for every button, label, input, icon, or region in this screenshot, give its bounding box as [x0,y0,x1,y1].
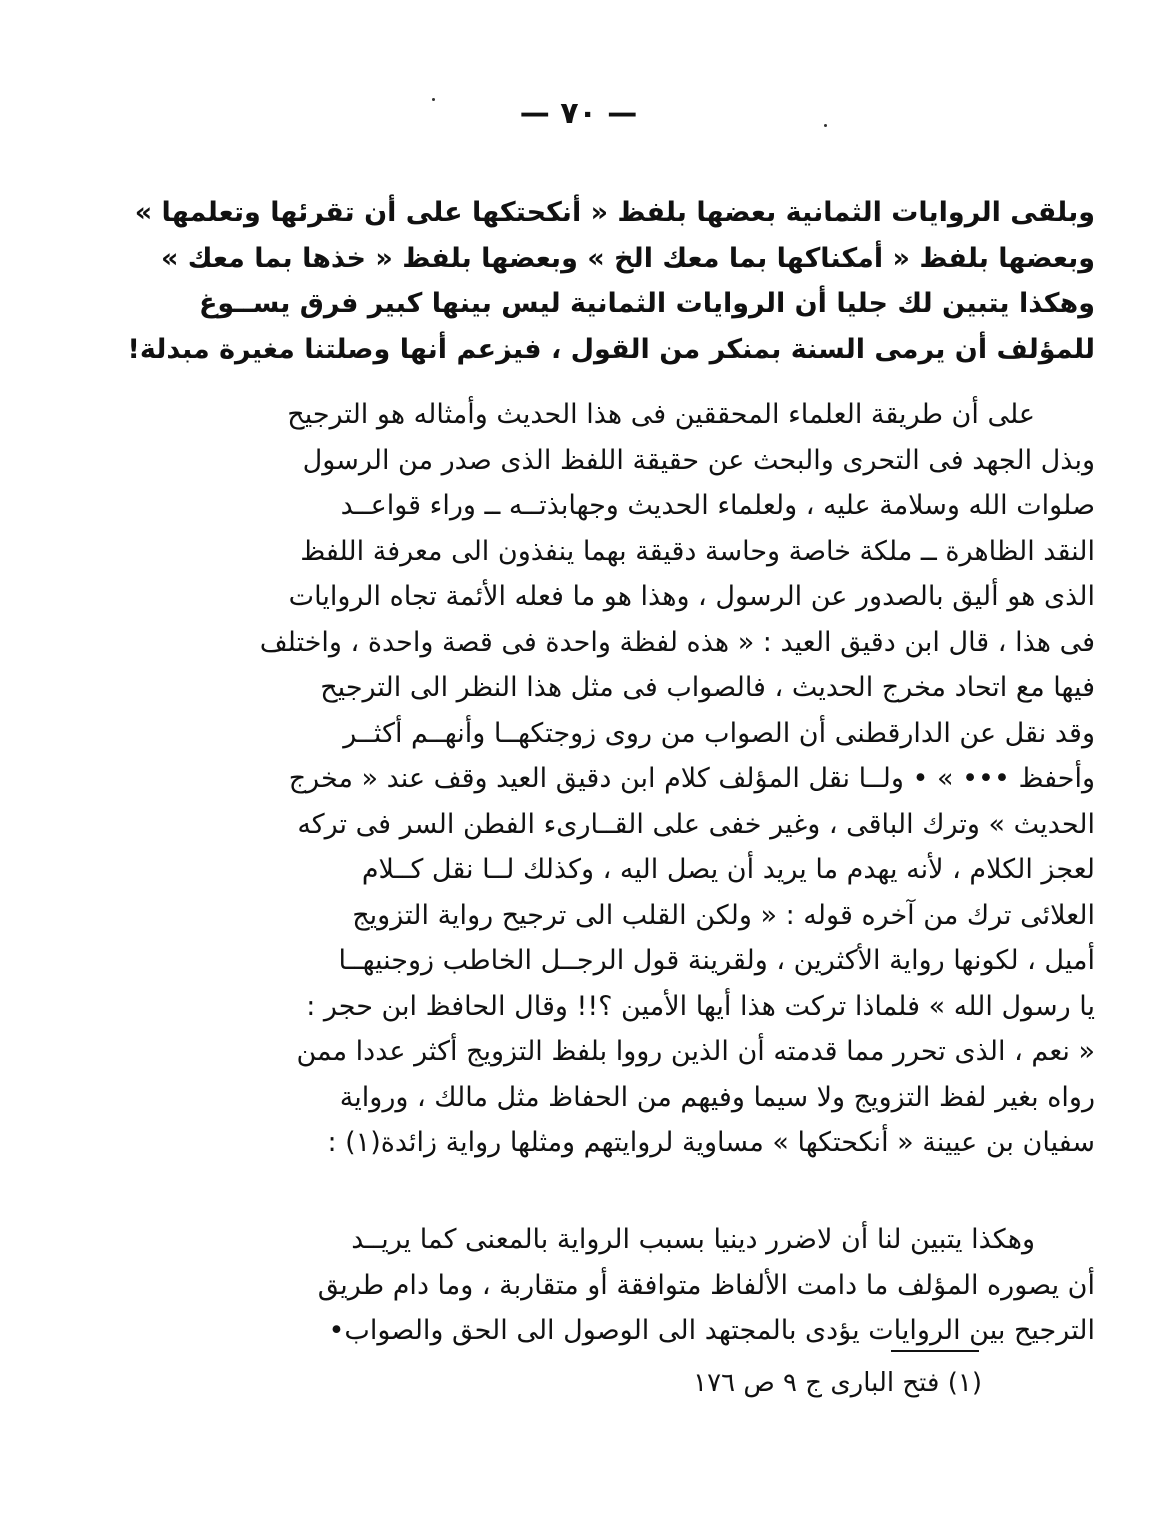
paragraph-1 [85,190,1095,372]
text-line: صلوات الله وسلامة عليه ، ولعلماء الحديث وجهابذتــه ــ وراء قواعــد [340,490,1095,521]
text-line: لعجز الكلام ، لأنه يهدم ما يريد أن يصل اليه ، وكذلك لــا نقل كــلام [361,854,1095,885]
text-line: وقد نقل عن الدارقطنى أن الصواب من روى زوجتكهــا وأنهــم أكثــر [343,717,1095,749]
text-line: سفيان بن عيينة « أنكحتكها » مساوية لروايتهم ومثلها رواية زائدة(١) : [327,1127,1095,1158]
text-line: رواه بغير لفظ التزويج ولا سيما وفيهم من الحفاظ مثل مالك ، ورواية [339,1081,1095,1113]
paragraph-2 [85,392,1095,1166]
text-line: للمؤلف أن يرمى السنة بمنكر من القول ، فيزعم أنها وصلتنا مغيرة مبدلة! [127,333,1095,365]
page-number: — ٧٠ — [519,96,638,131]
text-line: وبعضها بلفظ « أمكناكها بما معك الخ » وبعضها بلفظ « خذها بما معك » [160,242,1095,274]
footnote-divider [891,1350,979,1352]
text-line: أميل ، لكونها رواية الأكثرين ، ولقرينة قول الرجــل الخاطب زوجنيهــا [338,945,1095,976]
text-line: على أن طريقة العلماء المحققين فى هذا الحديث وأمثاله هو الترجيح [287,399,1035,430]
text-line: وبلقى الروايات الثمانية بعضها بلفظ « أنكحتكها على أن تقرئها وتعلمها » [134,197,1095,228]
text-line: الترجيح بين الروايات يؤدى بالمجتهد الى الوصول الى الحق والصواب• [328,1315,1095,1346]
text-line: العلائى ترك من آخره قوله : « ولكن القلب الى ترجيح رواية التزويج [352,899,1095,931]
text-line: فى هذا ، قال ابن دقيق العيد : « هذه لفظة واحدة فى قصة واحدة ، واختلف [259,626,1095,658]
footnote: (١) فتح البارى ج ٩ ص ١٧٦ [693,1368,982,1398]
text-line: الذى هو أليق بالصدور عن الرسول ، وهذا هو ما فعله الأئمة تجاه الروايات [288,581,1095,612]
text-line: أن يصوره المؤلف ما دامت الألفاظ متوافقة أو متقاربة ، وما دام طريق [317,1269,1095,1301]
text-line: يا رسول الله » فلماذا تركت هذا أيها الأمين ؟!! وقال الحافظ ابن حجر : [306,990,1095,1022]
text-line: النقد الظاهرة ــ ملكة خاصة وحاسة دقيقة بهما ينفذون الى معرفة اللفظ [300,535,1095,567]
text-line: وهكذا يتبين لك جليا أن الروايات الثمانية ليس بينها كبير فرق يســوغ [198,288,1095,319]
text-line: فيها مع اتحاد مخرج الحديث ، فالصواب فى مثل هذا النظر الى الترجيح [320,672,1095,703]
paragraph-3 [85,1217,1095,1354]
text-line: وبذل الجهد فى التحرى والبحث عن حقيقة اللفظ الذى صدر من الرسول [302,444,1095,476]
text-line: وأحفظ ••• » • ولــا نقل المؤلف كلام ابن دقيق العيد وقف عند « مخرج [288,763,1095,794]
text-line: الحديث » وترك الباقى ، وغير خفى على القــارىء الفطن السر فى تركه [297,808,1095,840]
text-line: وهكذا يتبين لنا أن لاضرر دينيا بسبب الرواية بالمعنى كما يريــد [351,1224,1035,1255]
text-line: « نعم ، الذى تحرر مما قدمته أن الذين رووا بلفظ التزويج أكثر عددا ممن [296,1036,1095,1067]
